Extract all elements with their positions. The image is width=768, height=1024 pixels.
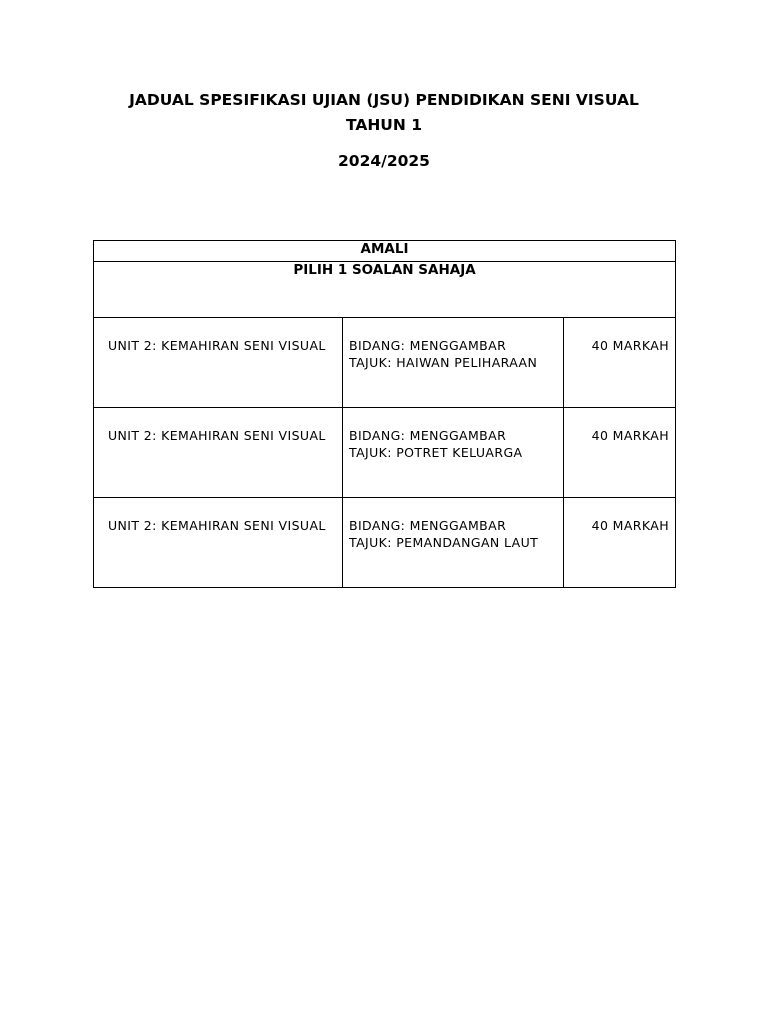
- bidang-text: BIDANG: MENGGAMBAR: [349, 428, 507, 443]
- document-year: 2024/2025: [338, 152, 430, 170]
- marks-cell: 40 MARKAH: [564, 408, 676, 498]
- unit-cell: UNIT 2: KEMAHIRAN SENI VISUAL: [94, 318, 343, 408]
- table-row: [94, 408, 676, 498]
- topic-cell: [343, 498, 564, 588]
- document-header: [0, 88, 768, 188]
- unit-cell: UNIT 2: KEMAHIRAN SENI VISUAL: [94, 408, 343, 498]
- table-section-header-row: [94, 241, 676, 262]
- instruction-cell: PILIH 1 SOALAN SAHAJA: [94, 262, 676, 318]
- topic-cell: [343, 318, 564, 408]
- tajuk-text: TAJUK: HAIWAN PELIHARAAN: [349, 355, 538, 370]
- unit-cell: UNIT 2: KEMAHIRAN SENI VISUAL: [94, 498, 343, 588]
- tajuk-text: TAJUK: PEMANDANGAN LAUT: [349, 535, 539, 550]
- marks-cell: 40 MARKAH: [564, 498, 676, 588]
- exam-specification-table: [93, 240, 676, 588]
- bidang-text: BIDANG: MENGGAMBAR: [349, 338, 507, 353]
- table-row: [94, 318, 676, 408]
- section-header-cell: AMALI: [94, 241, 676, 262]
- bidang-text: BIDANG: MENGGAMBAR: [349, 518, 507, 533]
- tajuk-text: TAJUK: POTRET KELUARGA: [349, 445, 523, 460]
- table-row: [94, 498, 676, 588]
- topic-cell: [343, 408, 564, 498]
- marks-cell: 40 MARKAH: [564, 318, 676, 408]
- document-title-line-1: JADUAL SPESIFIKASI UJIAN (JSU) PENDIDIKAN SENI VISUAL: [129, 91, 639, 109]
- document-title-line-2: TAHUN 1: [345, 116, 423, 134]
- table-instruction-row: [94, 262, 676, 318]
